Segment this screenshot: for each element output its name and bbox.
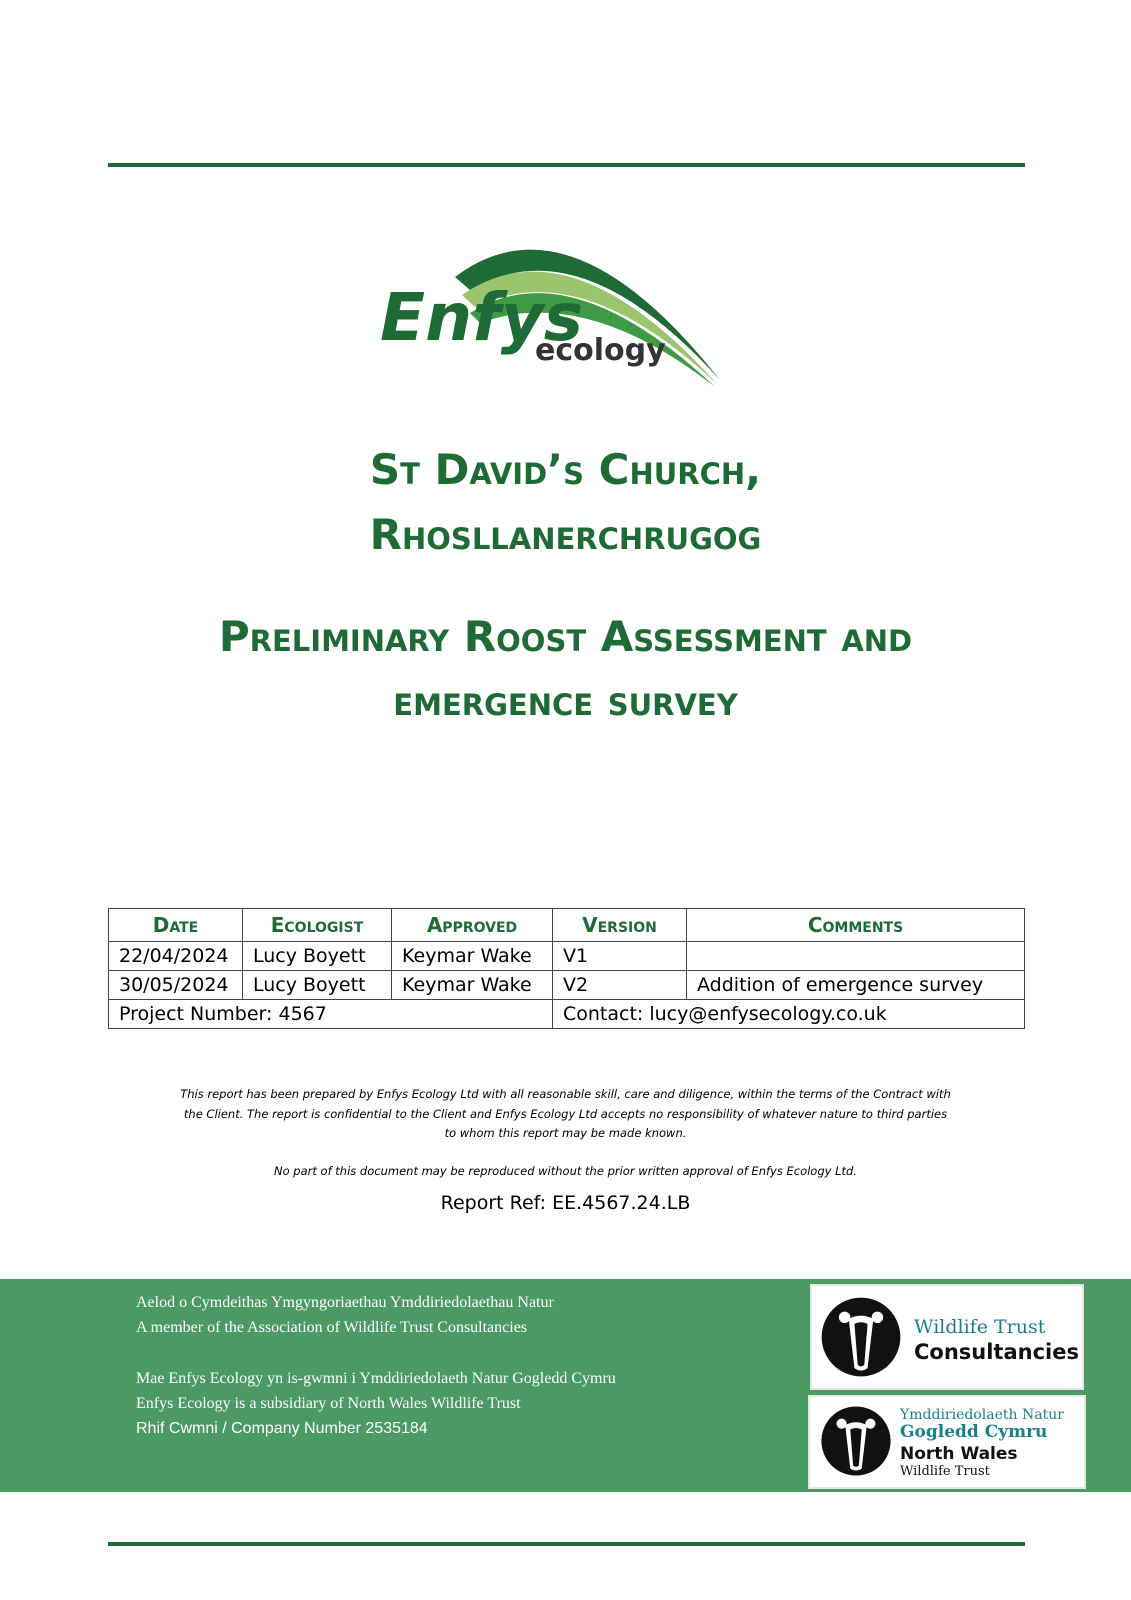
subsidiary-welsh: Mae Enfys Ecology yn is-gwmni i Ymddiriedolaeth Natur Gogledd Cymru — [136, 1370, 616, 1387]
report-reference: Report Ref: EE.4567.24.LB — [440, 1192, 691, 1214]
report-title-line1: Preliminary Roost Assessment and — [218, 612, 913, 661]
subsidiary-english: Enfys Ecology is a subsidiary of North Wales Wildlife Trust — [136, 1395, 521, 1412]
bottom-rule — [108, 1542, 1025, 1546]
wildlife-trust-consultancies-logo — [810, 1284, 1084, 1390]
top-rule — [108, 163, 1025, 167]
badger-icon — [820, 1296, 902, 1378]
rainbow-arc-icon — [380, 215, 745, 395]
header-date: Date — [109, 909, 243, 942]
table-row — [109, 1000, 1025, 1029]
membership-welsh: Aelod o Cymdeithas Ymgyngoriaethau Ymddiriedolaethau Natur — [136, 1294, 554, 1311]
table-header-row — [109, 909, 1025, 942]
site-title-line1: St David’s Church, — [369, 445, 762, 494]
partner-line: Ymddiriedolaeth Natur — [900, 1407, 1064, 1423]
partner-line: Wildlife Trust — [900, 1464, 990, 1479]
disclaimer-text: This report has been prepared by Enfys Ecology Ltd with all reasonable skill, care and diligence, within the terms of the Contract with the Client. The report is confidential to the Client and Enfys Ecology Ltd accepts no responsibility of whatever nature to third parties to whom this report may be made known. — [180, 1087, 951, 1140]
header-ecologist: Ecologist — [243, 909, 392, 942]
enfys-ecology-logo — [380, 215, 745, 395]
header-comments: Comments — [687, 909, 1025, 942]
cell-comments — [687, 942, 1025, 971]
cell-ecologist: Lucy Boyett — [243, 971, 392, 1000]
membership-english: A member of the Association of Wildlife Trust Consultancies — [136, 1319, 528, 1336]
revision-table — [108, 908, 1025, 1029]
badger-icon — [820, 1405, 892, 1477]
partner-line: Consultancies — [914, 1340, 1079, 1364]
reproduction-notice: No part of this document may be reproduced without the prior written approval of Enfys Ecology Ltd. — [274, 1164, 857, 1178]
north-wales-wildlife-trust-logo — [808, 1395, 1086, 1489]
cell-approved: Keymar Wake — [392, 971, 553, 1000]
header-version: Version — [553, 909, 687, 942]
membership-block — [136, 1290, 554, 1340]
logo-wordmark: Enfys — [380, 279, 584, 356]
logo-subtitle: ecology — [535, 333, 666, 368]
cell-approved: Keymar Wake — [392, 942, 553, 971]
table-row — [109, 971, 1025, 1000]
cell-comments: Addition of emergence survey — [687, 971, 1025, 1000]
company-number: Rhif Cwmni / Company Number 2535184 — [136, 1420, 428, 1437]
cell-date: 30/05/2024 — [109, 971, 243, 1000]
site-title-line2: Rhosllanerchrugog — [369, 510, 762, 559]
cell-contact: Contact: lucy@enfysecology.co.uk — [553, 1000, 1025, 1029]
table-row — [109, 942, 1025, 971]
cell-version: V2 — [553, 971, 687, 1000]
partner-line: North Wales — [900, 1444, 1018, 1464]
cell-date: 22/04/2024 — [109, 942, 243, 971]
partner-line: Gogledd Cymru — [900, 1422, 1048, 1442]
cell-ecologist: Lucy Boyett — [243, 942, 392, 971]
partner-line: Wildlife Trust — [914, 1316, 1046, 1338]
cell-project-number: Project Number: 4567 — [109, 1000, 553, 1029]
subsidiary-block — [136, 1366, 616, 1441]
cell-version: V1 — [553, 942, 687, 971]
report-title-line2: emergence survey — [393, 676, 738, 725]
header-approved: Approved — [392, 909, 553, 942]
